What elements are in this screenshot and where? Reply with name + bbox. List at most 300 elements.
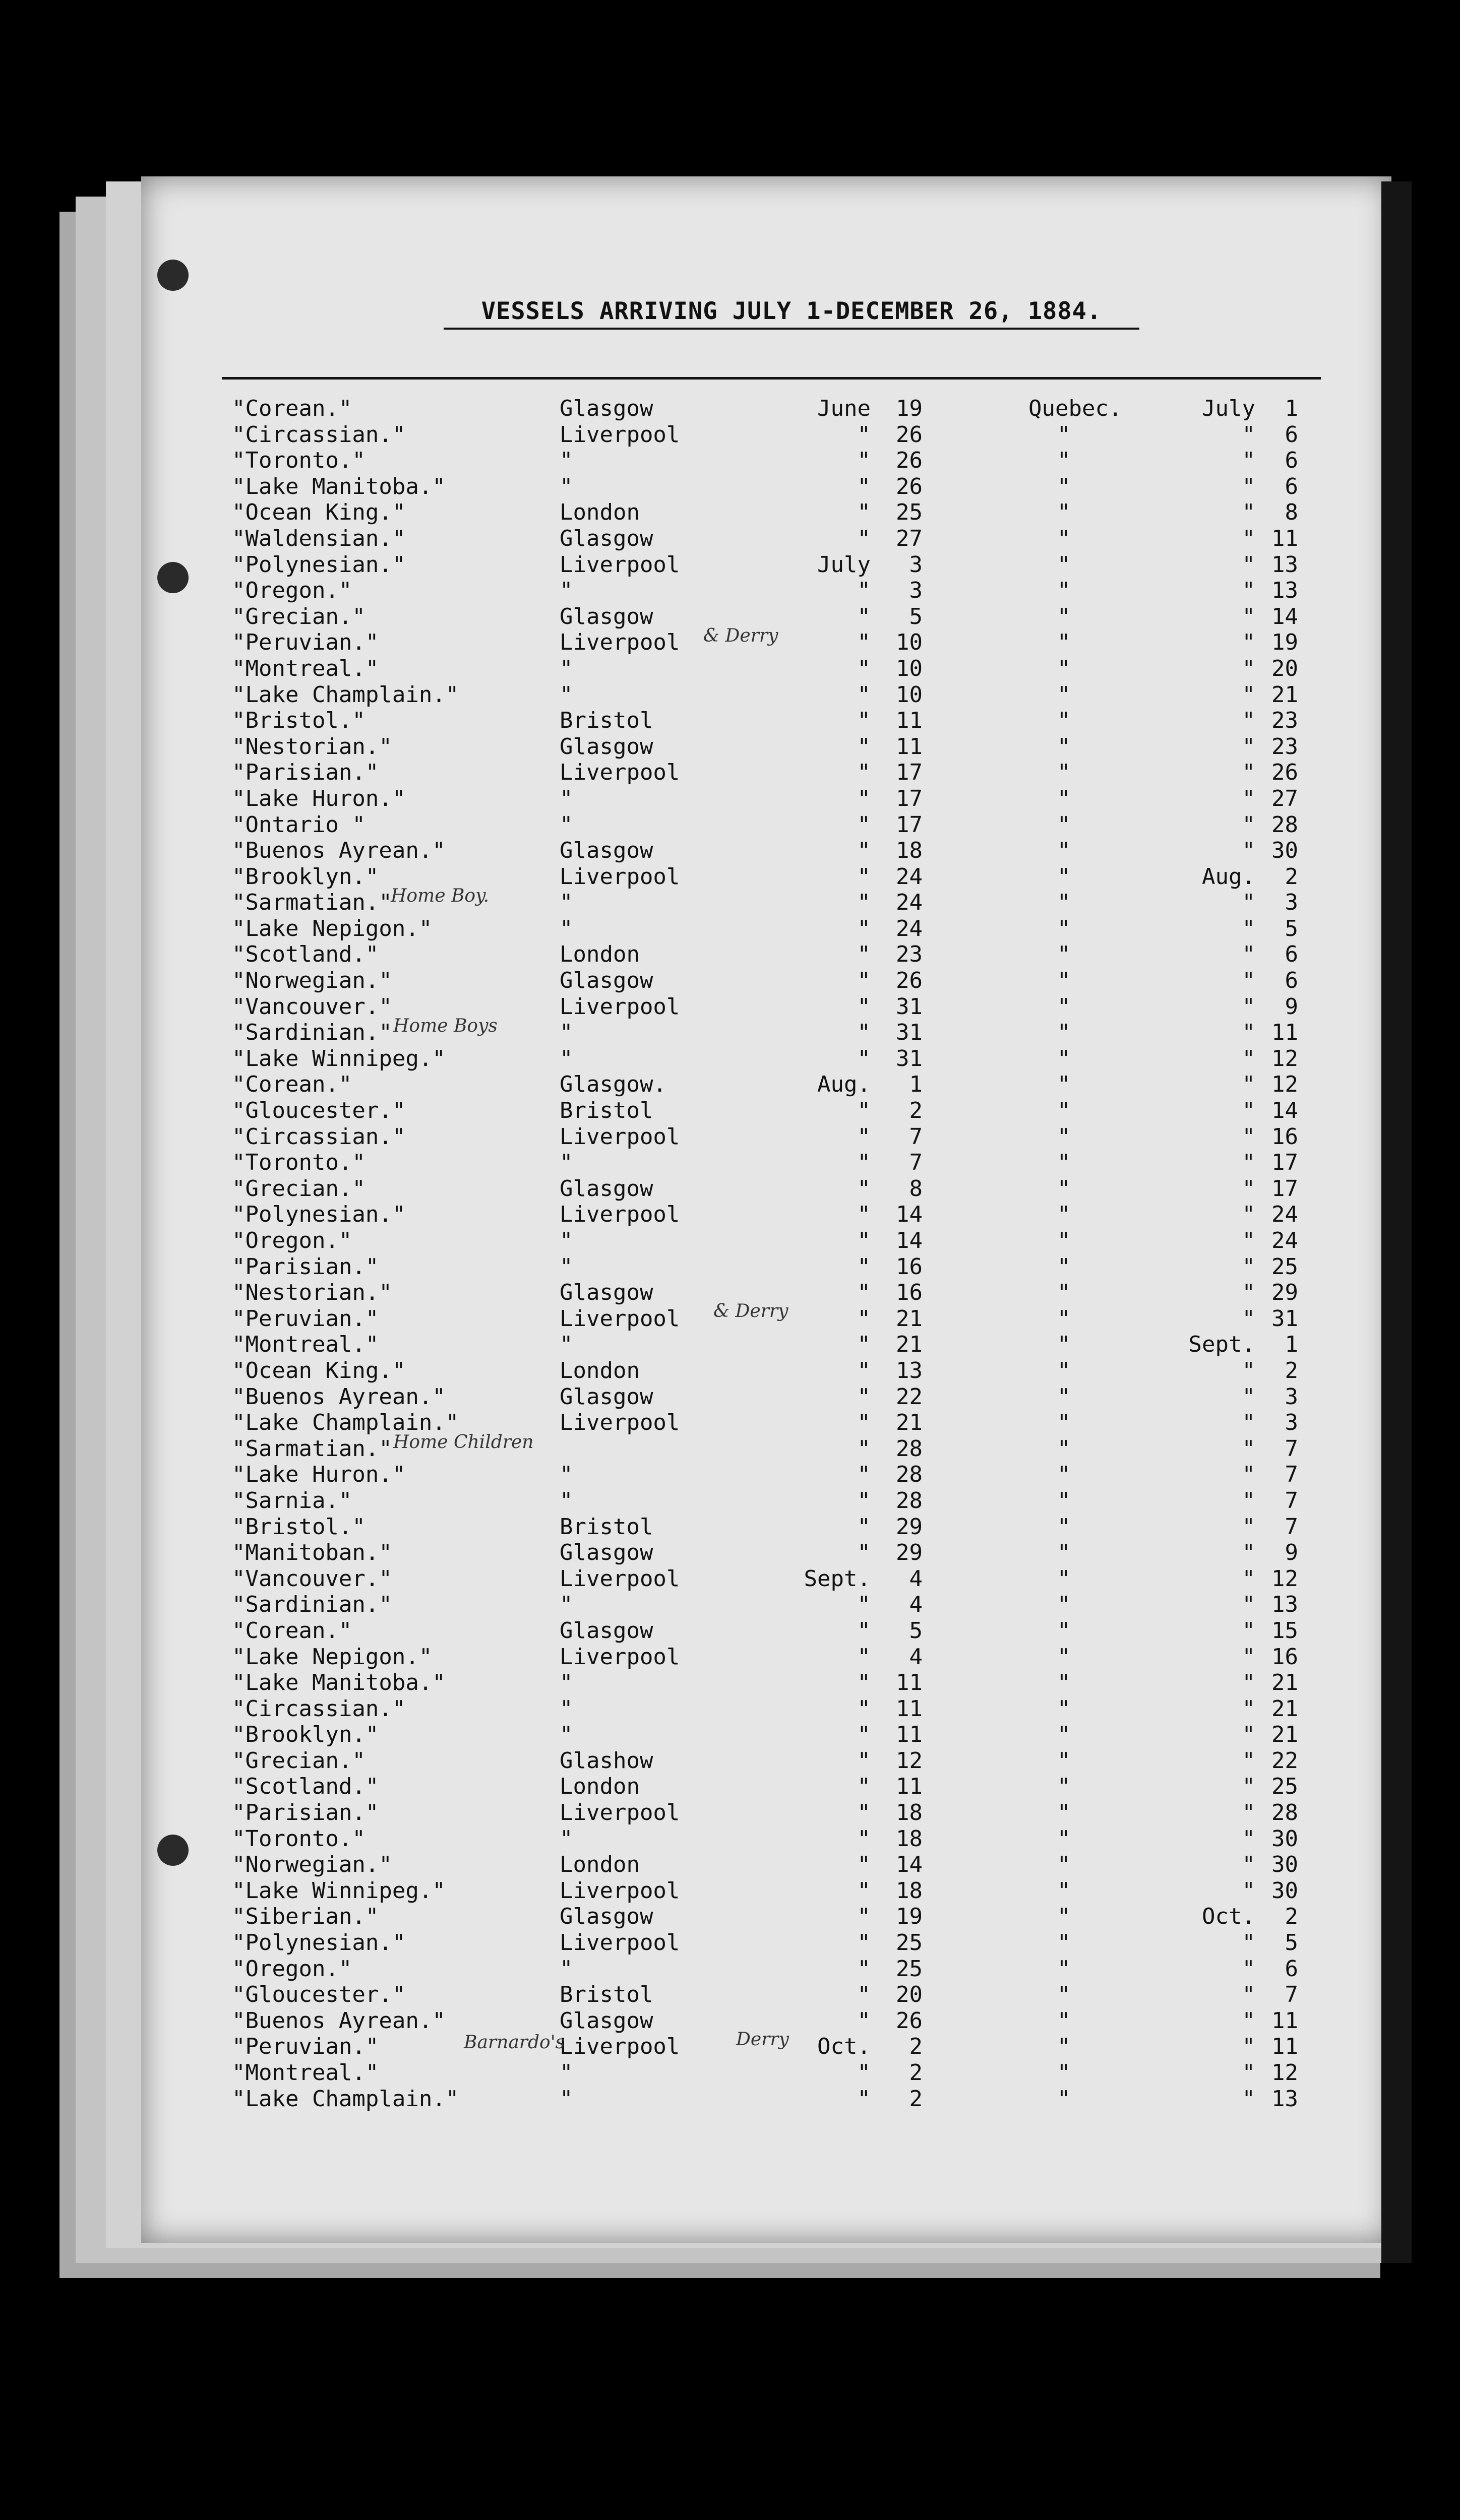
- vessel-name: "Waldensian.": [232, 525, 406, 551]
- origin-port: Glasgow: [560, 1540, 653, 1566]
- arrival-month: ": [1242, 1877, 1255, 1904]
- vessel-name: "Nestorian.": [232, 733, 392, 760]
- vessel-name: "Montreal.": [232, 1332, 379, 1358]
- vessel-name: "Brooklyn.": [232, 1722, 379, 1748]
- arrival-month: ": [1242, 1592, 1255, 1618]
- vessel-name: "Sarmatian.": [232, 1435, 392, 1462]
- table-row: [141, 396, 1391, 422]
- table-row: [141, 1618, 1391, 1644]
- vessel-name: "Circassian.": [232, 1695, 406, 1722]
- handwritten-note: Home Children: [393, 1432, 534, 1453]
- arrival-port: ": [1057, 1045, 1071, 1072]
- arrival-month: ": [1242, 1123, 1255, 1150]
- vessel-name: "Oregon.": [232, 1228, 352, 1253]
- table-row: [141, 1072, 1391, 1098]
- arrival-month: ": [1242, 1747, 1255, 1774]
- vessel-name: "Gloucester.": [232, 1098, 406, 1124]
- departure-month: ": [857, 681, 871, 708]
- arrival-port: ": [1057, 838, 1071, 864]
- vessel-name: "Lake Winnipeg.": [232, 1045, 446, 1072]
- vessel-name: "Lake Champlain.": [232, 2086, 459, 2112]
- vessel-name: "Peruvian.": [232, 2034, 379, 2060]
- arrival-month: ": [1242, 448, 1255, 474]
- origin-port: ": [560, 2086, 573, 2112]
- title-underline: [444, 328, 1139, 330]
- arrival-day: 30: [1271, 1852, 1298, 1878]
- departure-month: ": [857, 1540, 871, 1566]
- departure-day: 2: [909, 1098, 923, 1124]
- table-row: [141, 1020, 1391, 1046]
- arrival-month: ": [1242, 1774, 1255, 1800]
- arrival-day: 20: [1271, 655, 1298, 681]
- departure-month: July: [817, 551, 871, 578]
- origin-port: Liverpool: [560, 551, 680, 578]
- origin-port: Liverpool: [560, 1202, 680, 1228]
- table-row: [141, 1982, 1391, 2008]
- arrival-day: 2: [1285, 1904, 1298, 1930]
- origin-port: Bristol: [560, 1982, 653, 2008]
- vessel-name: "Scotland.": [232, 1774, 379, 1800]
- origin-port: Glasgow: [560, 733, 653, 760]
- table-row: [141, 786, 1391, 812]
- departure-day: 13: [896, 1357, 923, 1383]
- arrival-day: 11: [1271, 1020, 1298, 1046]
- arrival-day: 7: [1285, 1514, 1298, 1540]
- vessel-name: "Ocean King.": [232, 1357, 406, 1383]
- arrival-port: ": [1057, 1280, 1071, 1306]
- arrival-port: ": [1057, 525, 1071, 551]
- table-row: [141, 1774, 1391, 1800]
- departure-month: ": [857, 421, 871, 448]
- origin-port: Liverpool: [560, 993, 680, 1020]
- departure-month: ": [857, 890, 871, 916]
- departure-day: 24: [896, 890, 923, 916]
- arrival-day: 13: [1271, 2086, 1298, 2112]
- arrival-month: ": [1242, 629, 1255, 656]
- arrival-month: ": [1242, 1982, 1255, 2008]
- arrival-month: ": [1242, 1045, 1255, 1072]
- arrival-day: 11: [1271, 525, 1298, 551]
- departure-day: 31: [896, 993, 923, 1020]
- departure-month: Sept.: [804, 1565, 871, 1592]
- departure-month: ": [857, 578, 871, 604]
- departure-day: 28: [896, 1487, 923, 1514]
- origin-port: ": [560, 915, 573, 941]
- origin-port: Glasgow: [560, 1175, 653, 1202]
- departure-month: ": [857, 1045, 871, 1072]
- arrival-month: ": [1242, 1098, 1255, 1124]
- departure-month: ": [857, 1956, 871, 1982]
- arrival-day: 15: [1271, 1617, 1298, 1644]
- arrival-day: 7: [1285, 1462, 1298, 1488]
- arrival-day: 12: [1271, 2060, 1298, 2086]
- arrival-port: ": [1057, 1072, 1071, 1098]
- arrival-month: ": [1242, 1280, 1255, 1306]
- vessel-table: [141, 396, 1391, 2112]
- departure-month: ": [857, 1617, 871, 1644]
- arrival-port: ": [1057, 1175, 1071, 1202]
- vessel-name: "Parisian.": [232, 1800, 379, 1826]
- arrival-day: 24: [1271, 1202, 1298, 1228]
- departure-day: 11: [896, 1695, 923, 1722]
- table-row: [141, 448, 1391, 474]
- departure-day: 18: [896, 1825, 923, 1852]
- arrival-month: ": [1242, 551, 1255, 578]
- table-row: [141, 499, 1391, 526]
- origin-port: ": [560, 1670, 573, 1696]
- arrival-day: 7: [1285, 1435, 1298, 1462]
- origin-port: London: [560, 1852, 640, 1878]
- departure-day: 14: [896, 1202, 923, 1228]
- arrival-day: 22: [1271, 1747, 1298, 1774]
- departure-month: ": [857, 1202, 871, 1228]
- table-row: [141, 1566, 1391, 1592]
- arrival-month: ": [1242, 993, 1255, 1020]
- departure-month: ": [857, 1020, 871, 1046]
- arrival-port: ": [1057, 1695, 1071, 1722]
- arrival-port: ": [1057, 733, 1071, 760]
- arrival-port: ": [1057, 1904, 1071, 1930]
- departure-month: ": [857, 1462, 871, 1488]
- arrival-port: ": [1057, 1800, 1071, 1826]
- arrival-month: ": [1242, 525, 1255, 551]
- origin-port: ": [560, 890, 573, 916]
- origin-port: ": [560, 1462, 573, 1488]
- departure-month: ": [857, 1305, 871, 1332]
- departure-month: ": [857, 1695, 871, 1722]
- arrival-day: 17: [1271, 1175, 1298, 1202]
- arrival-day: 11: [1271, 2034, 1298, 2060]
- arrival-port: ": [1057, 1435, 1071, 1462]
- arrival-month: ": [1242, 655, 1255, 681]
- departure-month: ": [857, 993, 871, 1020]
- arrival-month: ": [1242, 2086, 1255, 2112]
- departure-month: ": [857, 1774, 871, 1800]
- table-row: [141, 916, 1391, 942]
- vessel-name: "Circassian.": [232, 421, 406, 448]
- vessel-name: "Parisian.": [232, 760, 379, 786]
- origin-port: ": [560, 1045, 573, 1072]
- table-row: [141, 1696, 1391, 1722]
- arrival-port: ": [1057, 890, 1071, 916]
- arrival-port: ": [1057, 603, 1071, 629]
- vessel-name: "Lake Huron.": [232, 785, 406, 811]
- table-row: [141, 734, 1391, 760]
- departure-month: ": [857, 785, 871, 811]
- vessel-name: "Buenos Ayrean.": [232, 1383, 446, 1410]
- arrival-day: 23: [1271, 708, 1298, 734]
- table-row: [141, 1644, 1391, 1670]
- vessel-name: "Lake Nepigon.": [232, 915, 433, 941]
- vessel-name: "Manitoban.": [232, 1540, 392, 1566]
- arrival-day: 13: [1271, 578, 1298, 604]
- arrival-month: July: [1202, 396, 1255, 421]
- table-row: [141, 1956, 1391, 1982]
- arrival-port: ": [1057, 1540, 1071, 1566]
- table-row: [141, 1904, 1391, 1930]
- departure-day: 2: [909, 2060, 923, 2086]
- origin-port: Glasgow: [560, 2007, 653, 2034]
- departure-day: 21: [896, 1410, 923, 1436]
- vessel-name: "Oregon.": [232, 578, 352, 604]
- vessel-name: "Buenos Ayrean.": [232, 838, 446, 864]
- table-row: [141, 682, 1391, 708]
- vessel-name: "Bristol.": [232, 1514, 366, 1540]
- origin-port: ": [560, 1020, 573, 1046]
- origin-port: Glasgow: [560, 396, 653, 421]
- origin-port: Glasgow: [560, 1904, 653, 1930]
- arrival-day: 31: [1271, 1305, 1298, 1332]
- origin-port: Liverpool: [560, 1565, 680, 1592]
- origin-port: Glasgow: [560, 525, 653, 551]
- departure-day: 2: [909, 2034, 923, 2060]
- arrival-port: ": [1057, 1332, 1071, 1358]
- arrival-port: ": [1057, 499, 1071, 526]
- origin-port: ": [560, 811, 573, 838]
- vessel-name: "Grecian.": [232, 1747, 366, 1774]
- arrival-month: ": [1242, 1020, 1255, 1046]
- arrival-day: 6: [1285, 941, 1298, 968]
- departure-month: ": [857, 1150, 871, 1176]
- origin-port: London: [560, 1774, 640, 1800]
- table-row: [141, 1202, 1391, 1228]
- vessel-name: "Peruvian.": [232, 1305, 379, 1332]
- arrival-month: ": [1242, 941, 1255, 968]
- arrival-port: ": [1057, 1305, 1071, 1332]
- vessel-name: "Lake Manitoba.": [232, 1670, 446, 1696]
- vessel-name: "Montreal.": [232, 655, 379, 681]
- arrival-day: 3: [1285, 1383, 1298, 1410]
- departure-day: 21: [896, 1332, 923, 1358]
- origin-port: ": [560, 1150, 573, 1176]
- origin-port: Liverpool: [560, 2034, 680, 2060]
- departure-month: June: [817, 396, 871, 421]
- arrival-day: 25: [1271, 1774, 1298, 1800]
- departure-day: 11: [896, 733, 923, 760]
- departure-month: ": [857, 1930, 871, 1956]
- binder-hole: [157, 260, 189, 291]
- arrival-month: ": [1242, 1150, 1255, 1176]
- arrival-day: 30: [1271, 1825, 1298, 1852]
- departure-day: 27: [896, 525, 923, 551]
- origin-port: Liverpool: [560, 1877, 680, 1904]
- vessel-name: "Toronto.": [232, 1825, 366, 1852]
- departure-day: 11: [896, 1722, 923, 1748]
- arrival-day: 2: [1285, 1357, 1298, 1383]
- origin-port: Bristol: [560, 1098, 653, 1124]
- departure-month: ": [857, 1644, 871, 1670]
- origin-port: ": [560, 1592, 573, 1618]
- arrival-port: ": [1057, 2060, 1071, 2086]
- origin-port: London: [560, 499, 640, 526]
- origin-port: Glasgow: [560, 968, 653, 994]
- origin-port: Glasgow.: [560, 1072, 666, 1098]
- origin-port: ": [560, 473, 573, 499]
- arrival-day: 25: [1271, 1253, 1298, 1280]
- arrival-day: 6: [1285, 968, 1298, 994]
- vessel-name: "Brooklyn.": [232, 863, 379, 890]
- arrival-day: 28: [1271, 1800, 1298, 1826]
- arrival-port: ": [1057, 2086, 1071, 2112]
- departure-month: ": [857, 838, 871, 864]
- departure-month: ": [857, 1877, 871, 1904]
- arrival-month: ": [1242, 1617, 1255, 1644]
- arrival-port: ": [1057, 1592, 1071, 1618]
- departure-day: 1: [909, 1072, 923, 1098]
- departure-day: 26: [896, 448, 923, 474]
- departure-day: 22: [896, 1383, 923, 1410]
- origin-port: Liverpool: [560, 1930, 680, 1956]
- table-row: [141, 422, 1391, 448]
- departure-month: ": [857, 708, 871, 734]
- origin-port: ": [560, 2060, 573, 2086]
- origin-port: ": [560, 1228, 573, 1253]
- departure-month: ": [857, 1722, 871, 1748]
- departure-month: ": [857, 1514, 871, 1540]
- table-row: [141, 1930, 1391, 1956]
- arrival-day: 7: [1285, 1982, 1298, 2008]
- departure-day: 17: [896, 785, 923, 811]
- vessel-name: "Lake Manitoba.": [232, 473, 446, 499]
- departure-day: 11: [896, 708, 923, 734]
- vessel-name: "Ocean King.": [232, 499, 406, 526]
- departure-month: ": [857, 863, 871, 890]
- arrival-month: ": [1242, 785, 1255, 811]
- table-row: [141, 1670, 1391, 1696]
- arrival-port: ": [1057, 1462, 1071, 1488]
- arrival-month: ": [1242, 733, 1255, 760]
- arrival-month: ": [1242, 681, 1255, 708]
- origin-port: Liverpool: [560, 1800, 680, 1826]
- arrival-month: Oct.: [1202, 1904, 1255, 1930]
- departure-month: ": [857, 1904, 871, 1930]
- table-row: [141, 1046, 1391, 1072]
- table-row: [141, 1332, 1391, 1358]
- origin-port: ": [560, 1695, 573, 1722]
- table-row: [141, 1722, 1391, 1748]
- departure-day: 12: [896, 1747, 923, 1774]
- departure-month: ": [857, 2007, 871, 2034]
- arrival-month: ": [1242, 1253, 1255, 1280]
- vessel-name: "Corean.": [232, 396, 352, 421]
- arrival-port: ": [1057, 1617, 1071, 1644]
- arrival-month: ": [1242, 499, 1255, 526]
- arrival-port: ": [1057, 1774, 1071, 1800]
- arrival-month: ": [1242, 1435, 1255, 1462]
- arrival-port: ": [1057, 968, 1071, 994]
- arrival-port: ": [1057, 473, 1071, 499]
- origin-port: ": [560, 448, 573, 474]
- arrival-port: ": [1057, 1670, 1071, 1696]
- arrival-month: ": [1242, 1305, 1255, 1332]
- arrival-month: ": [1242, 1825, 1255, 1852]
- departure-month: ": [857, 448, 871, 474]
- arrival-day: 1: [1285, 396, 1298, 421]
- arrival-day: 24: [1271, 1228, 1298, 1253]
- arrival-month: Aug.: [1202, 863, 1255, 890]
- arrival-day: 27: [1271, 785, 1298, 811]
- table-row: [141, 864, 1391, 890]
- origin-port: Glasgow: [560, 603, 653, 629]
- departure-day: 18: [896, 1800, 923, 1826]
- origin-port: ": [560, 1332, 573, 1358]
- arrival-day: 6: [1285, 421, 1298, 448]
- table-row: [141, 1436, 1391, 1462]
- departure-month: ": [857, 1123, 871, 1150]
- departure-day: 28: [896, 1435, 923, 1462]
- vessel-name: "Toronto.": [232, 1150, 366, 1176]
- arrival-day: 6: [1285, 448, 1298, 474]
- arrival-day: 7: [1285, 1487, 1298, 1514]
- arrival-day: 21: [1271, 1722, 1298, 1748]
- table-row: [141, 656, 1391, 682]
- arrival-month: ": [1242, 1175, 1255, 1202]
- vessel-name: "Lake Winnipeg.": [232, 1877, 446, 1904]
- departure-month: ": [857, 1357, 871, 1383]
- origin-port: Liverpool: [560, 863, 680, 890]
- table-row: [141, 1748, 1391, 1774]
- arrival-port: ": [1057, 681, 1071, 708]
- origin-port: ": [560, 1722, 573, 1748]
- arrival-month: ": [1242, 1956, 1255, 1982]
- departure-month: ": [857, 473, 871, 499]
- arrival-day: 12: [1271, 1045, 1298, 1072]
- departure-day: 31: [896, 1020, 923, 1046]
- arrival-month: ": [1242, 1800, 1255, 1826]
- origin-port: Bristol: [560, 1514, 653, 1540]
- arrival-port: ": [1057, 941, 1071, 968]
- arrival-day: 3: [1285, 890, 1298, 916]
- arrival-month: ": [1242, 1487, 1255, 1514]
- departure-month: ": [857, 1487, 871, 1514]
- arrival-day: 6: [1285, 473, 1298, 499]
- table-row: [141, 1800, 1391, 1826]
- vessel-name: "Polynesian.": [232, 1202, 406, 1228]
- origin-port: Bristol: [560, 708, 653, 734]
- arrival-month: ": [1242, 1852, 1255, 1878]
- arrival-month: ": [1242, 473, 1255, 499]
- origin-port: Liverpool: [560, 1410, 680, 1436]
- departure-day: 7: [909, 1150, 923, 1176]
- arrival-port: ": [1057, 1357, 1071, 1383]
- document-page: [141, 176, 1391, 2243]
- table-row: [141, 1176, 1391, 1202]
- departure-day: 11: [896, 1670, 923, 1696]
- origin-port: London: [560, 1357, 640, 1383]
- vessel-name: "Vancouver.": [232, 1565, 392, 1592]
- arrival-port: ": [1057, 421, 1071, 448]
- arrival-month: ": [1242, 2060, 1255, 2086]
- table-row: [141, 941, 1391, 968]
- arrival-port: ": [1057, 1383, 1071, 1410]
- origin-port: Liverpool: [560, 1305, 680, 1332]
- arrival-port: ": [1057, 811, 1071, 838]
- departure-month: ": [857, 1852, 871, 1878]
- table-row: [141, 1254, 1391, 1280]
- departure-day: 10: [896, 681, 923, 708]
- arrival-month: ": [1242, 1514, 1255, 1540]
- arrival-month: Sept.: [1188, 1332, 1255, 1358]
- arrival-month: ": [1242, 1644, 1255, 1670]
- departure-day: 5: [909, 603, 923, 629]
- table-row: [141, 1826, 1391, 1852]
- arrival-month: ": [1242, 1695, 1255, 1722]
- arrival-day: 21: [1271, 1695, 1298, 1722]
- arrival-day: 13: [1271, 551, 1298, 578]
- table-row: [141, 1514, 1391, 1540]
- departure-day: 28: [896, 1462, 923, 1488]
- arrival-day: 11: [1271, 2007, 1298, 2034]
